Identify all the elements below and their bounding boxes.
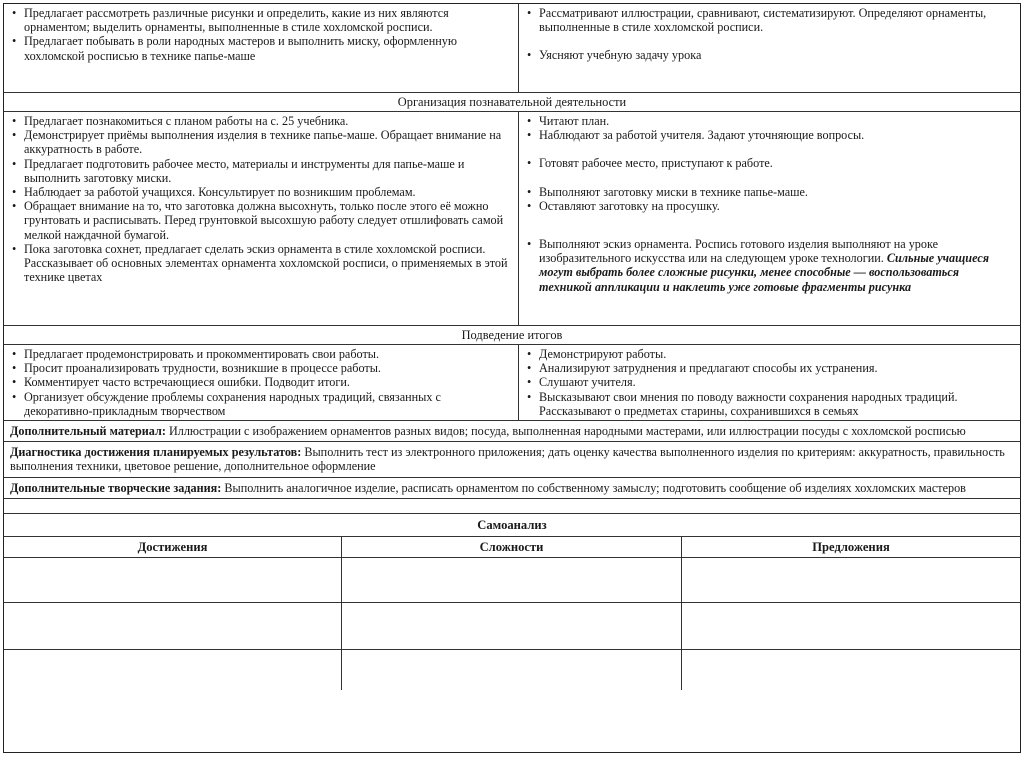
creative-tasks-text: Выполнить аналогичное изделие, расписать орнаментом по собственному замыслу; подготовить сообщение об изделиях хохломских мастеров: [221, 480, 966, 495]
list-item: • Уясняют учебную задачу урока: [525, 48, 1014, 62]
achievements-header: Достижения: [4, 537, 341, 558]
list-item: • Предлагает побывать в роли народных мастеров и выполнить миску, оформленную хохломской росписью в технике папье-маше: [10, 34, 512, 62]
list-item: • Слушают учителя.: [525, 375, 1014, 389]
list-item: • Высказывают свои мнения по поводу важности сохранения народных традиций. Рассказывают о предметах старины, сохранившихся в семьях: [525, 390, 1014, 418]
student-activity-cell: [519, 4, 1020, 92]
achievements-column: [4, 537, 342, 690]
list-item: • Демонстрирует приёмы выполнения изделия в технике папье-маше. Обращает внимание на аккуратность в работе.: [10, 128, 512, 156]
difficulties-column: [342, 537, 682, 690]
teacher-activity-cell: [4, 4, 519, 92]
extra-material-text: Иллюстрации с изображением орнаментов разных видов; посуда, выполненная народными мастерами, или иллюстрации посуды с хохломской росписью: [165, 424, 966, 438]
item-text: Выполняют эскиз орнамента. Роспись готового изделия выполняют на уроке изобразительного искусства или на следующем уроке технологии.: [539, 237, 939, 266]
table-cell[interactable]: [4, 650, 341, 690]
list-item: • Предлагает продемонстрировать и прокомментировать свои работы.: [10, 347, 512, 361]
list-item: • Организует обсуждение проблемы сохранения народных традиций, связанных с декоративно-прикладным творчеством: [10, 390, 512, 418]
list-item: • Предлагает познакомиться с планом работы на с. 25 учебника.: [10, 114, 512, 128]
suggestions-column: [682, 537, 1020, 690]
list-item: • Наблюдают за работой учителя. Задают уточняющие вопросы.: [525, 128, 1014, 142]
item-italic-text: Сильные учащиеся могут выбрать более сложные рисунки, менее способные — воспользоваться техникой аппликации и наклеить уже готовые фрагменты рисунка: [539, 251, 990, 294]
list-item: • Рассматривают иллюстрации, сравнивают, систематизируют. Определяют орнаменты, выполненные в стиле хохломской росписи.: [525, 6, 1014, 34]
list-item: • Комментирует часто встречающиеся ошибки. Подводит итоги.: [10, 375, 512, 389]
list-item: • Наблюдает за работой учащихся. Консультирует по возникшим проблемам.: [10, 185, 512, 199]
list-item: • Предлагает подготовить рабочее место, материалы и инструменты для папье-маше и выполнить заготовку миски.: [10, 157, 512, 185]
results-row: [4, 345, 1020, 421]
lesson-plan-table: [3, 3, 1021, 753]
self-analysis-title: Самоанализ: [4, 513, 1020, 537]
list-item: • Демонстрируют работы.: [525, 347, 1014, 361]
list-item: • Обращает внимание на то, что заготовка должна высохнуть, только после этого её можно грунтовать и расписывать. Перед грунтовкой высохшую работу следует отшлифовать самой мелкой наждачной бумагой.: [10, 199, 512, 242]
table-cell[interactable]: [342, 558, 681, 603]
list-item: • Читают план.: [525, 114, 1014, 128]
section-heading-cognitive: Организация познавательной деятельности: [4, 93, 1020, 112]
diagnostics-row: [4, 442, 1020, 477]
creative-tasks-row: [4, 478, 1020, 499]
list-item: • Оставляют заготовку на просушку.: [525, 199, 1014, 213]
difficulties-header: Сложности: [342, 537, 681, 558]
table-cell[interactable]: [342, 650, 681, 690]
table-cell[interactable]: [4, 558, 341, 603]
student-activity-cell: [519, 345, 1020, 420]
table-cell[interactable]: [682, 650, 1020, 690]
list-item: • Просит проанализировать трудности, возникшие в процессе работы.: [10, 361, 512, 375]
self-analysis-grid: [4, 537, 1020, 690]
diagnostics-label: Диагностика достижения планируемых результатов:: [10, 445, 302, 460]
table-cell[interactable]: [682, 603, 1020, 650]
list-item: [525, 237, 1014, 294]
list-item: • Предлагает рассмотреть различные рисунки и определить, какие из них являются орнаментом; выделить орнаменты, выполненные в стиле хохломской росписи.: [10, 6, 512, 34]
extra-material-row: [4, 421, 1020, 442]
motivation-row: [4, 4, 1020, 93]
list-item: • Пока заготовка сохнет, предлагает сделать эскиз орнамента в стиле хохломской росписи. Рассказывает об основных элементах орнамента хохломской росписи, о применяемых в этой технике цветах: [10, 242, 512, 285]
list-item: • Анализируют затруднения и предлагают способы их устранения.: [525, 361, 1014, 375]
diagnostics-text: Выполнить тест из электронного приложения; дать оценку качества выполненного изделия по критериям: аккуратность, правильность выполнения техники, цветовое решение, дополнительное оформление: [10, 445, 1005, 474]
suggestions-header: Предложения: [682, 537, 1020, 558]
extra-material-label: Дополнительный материал:: [10, 424, 166, 438]
teacher-activity-cell: [4, 112, 519, 325]
teacher-activity-cell: [4, 345, 519, 420]
table-cell[interactable]: [682, 558, 1020, 603]
cognitive-row: [4, 112, 1020, 326]
section-heading-results: Подведение итогов: [4, 326, 1020, 345]
list-item: • Готовят рабочее место, приступают к работе.: [525, 156, 1014, 170]
student-activity-cell: [519, 112, 1020, 325]
list-item: • Выполняют заготовку миски в технике папье-маше.: [525, 185, 1014, 199]
table-cell[interactable]: [342, 603, 681, 650]
table-cell[interactable]: [4, 603, 341, 650]
creative-tasks-label: Дополнительные творческие задания:: [10, 480, 222, 495]
